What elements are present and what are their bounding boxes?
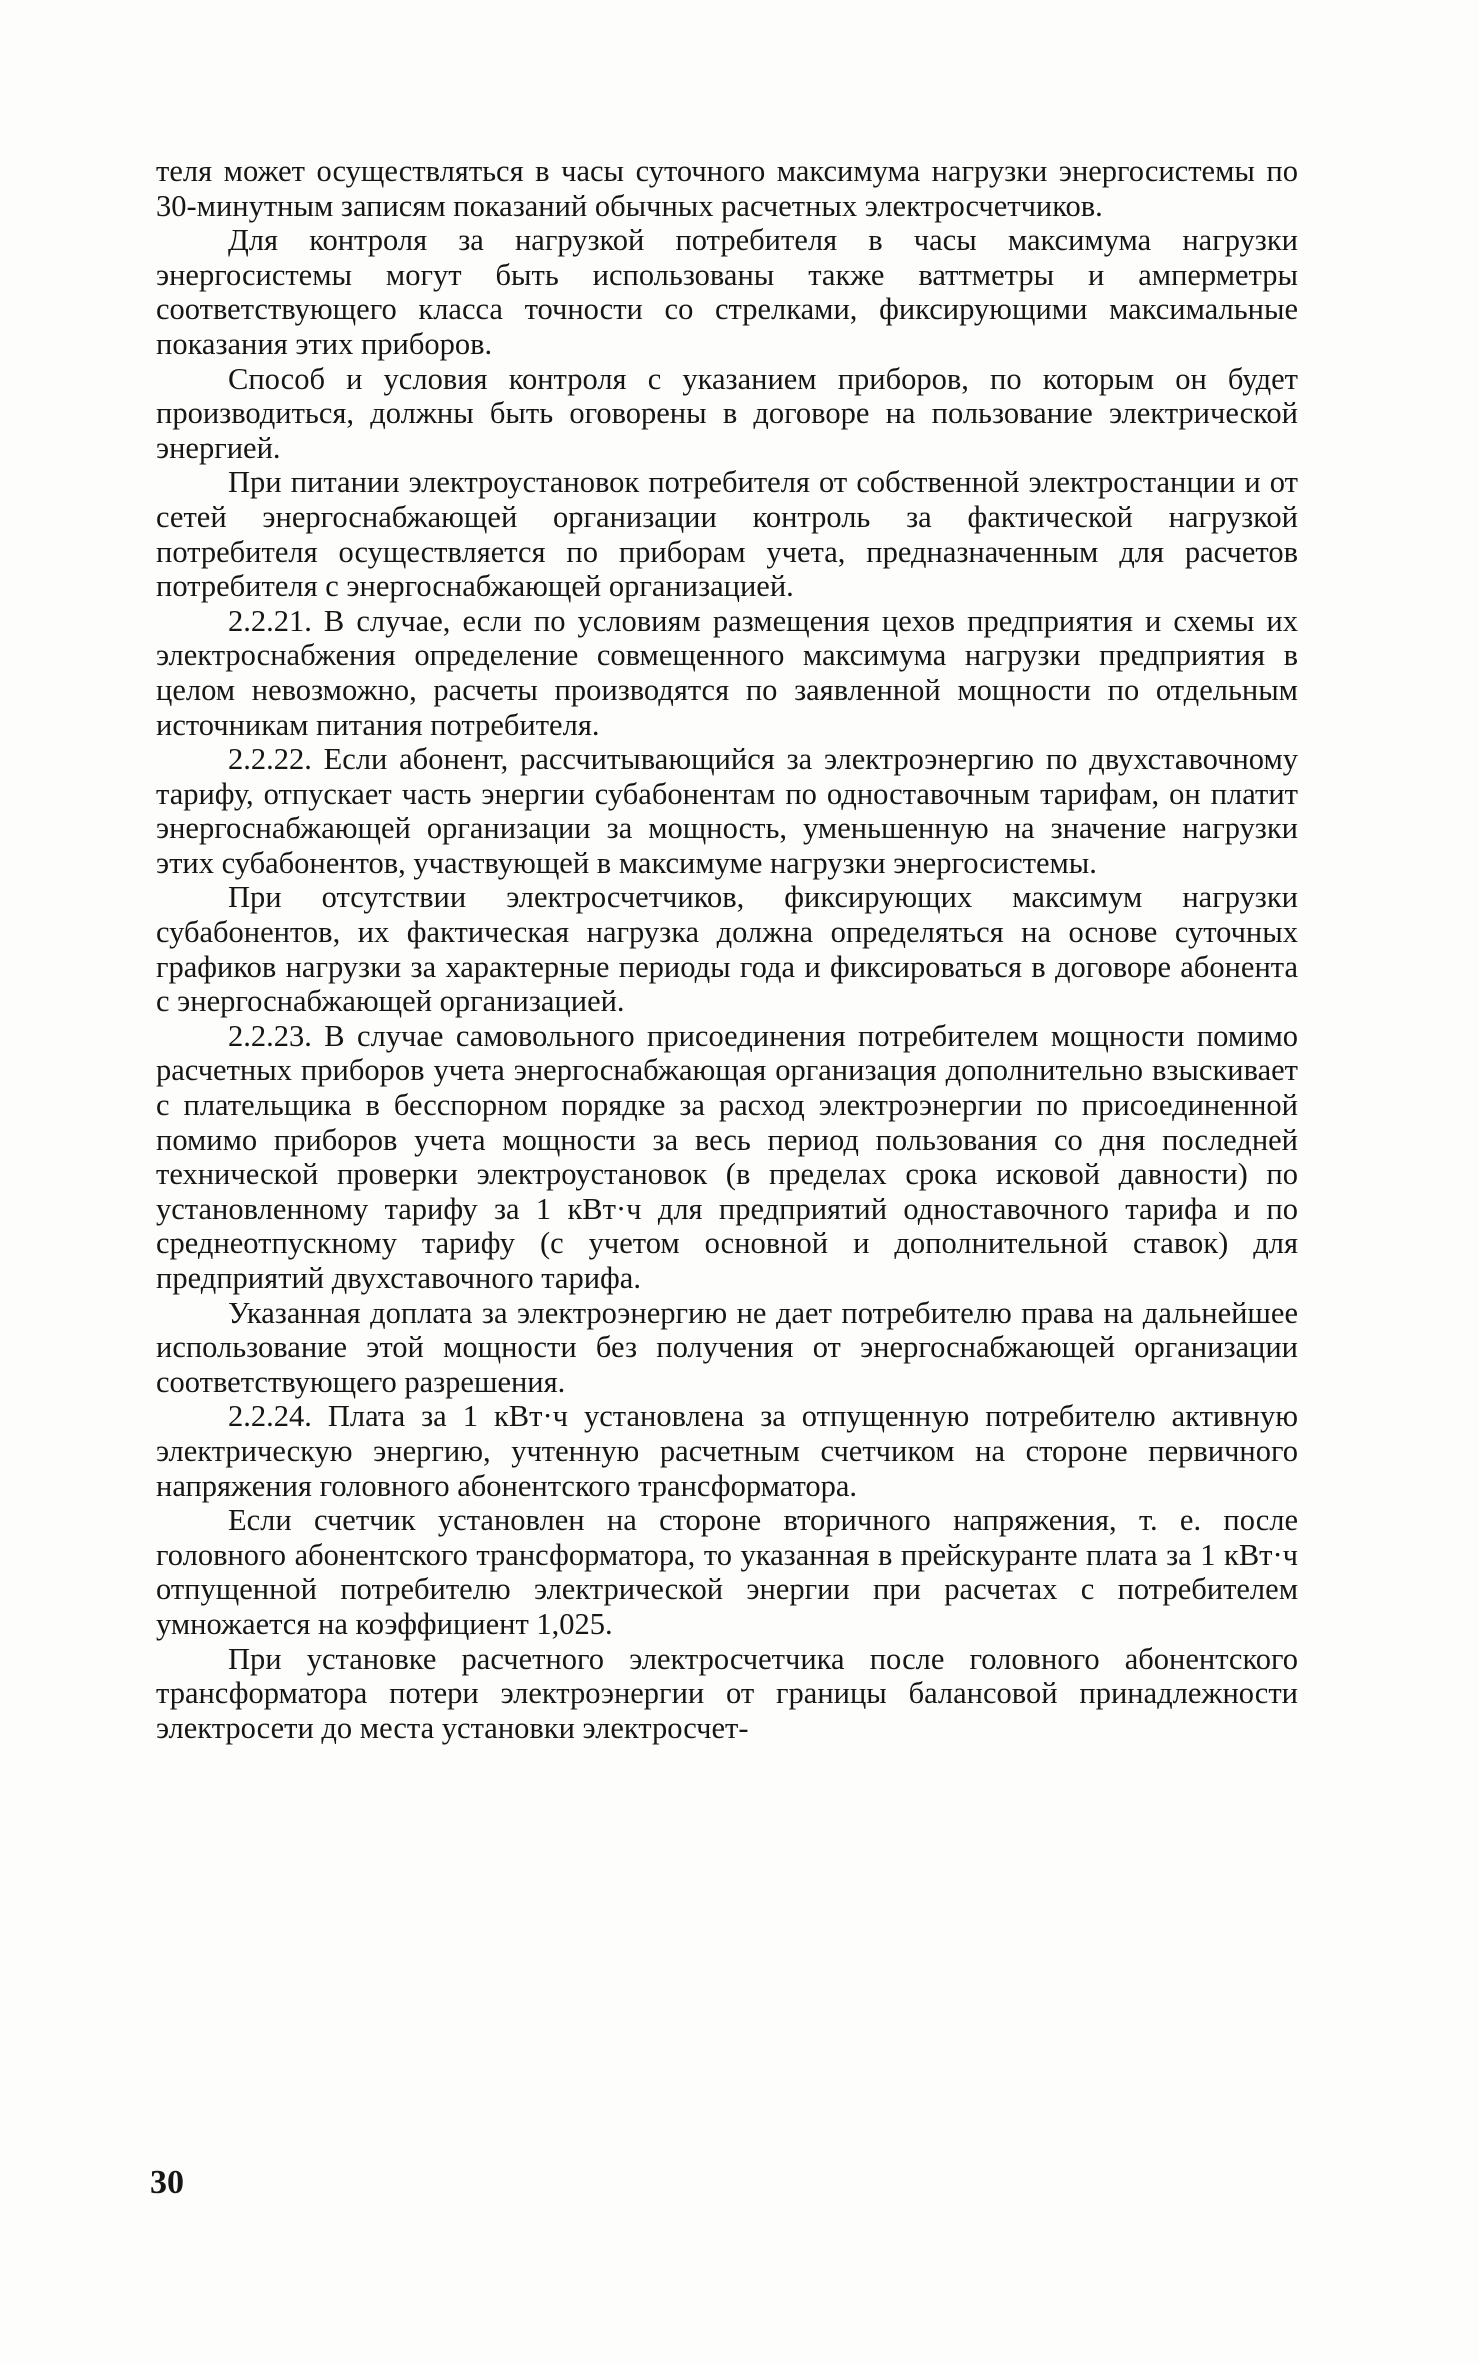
paragraph-own-power-station: При питании электроустановок потребителя от собственной электростанции и от сетей энергоснабжающей организации контроль за фактической нагрузкой потребителя осуществляется по приборам учета, предназначенным для расчетов потребителя с энергоснабжающей организацией.	[156, 465, 1298, 604]
paragraph-2-2-21: 2.2.21. В случае, если по условиям размещения цехов предприятия и схемы их электроснабжения определение совмещенного максимума нагрузки предприятия в целом невозможно, расчеты производятся по заявленной мощности по отдельным источникам питания потребителя.	[156, 603, 1298, 742]
page-number: 30	[150, 2164, 184, 2201]
paragraph-surcharge: Указанная доплата за электроэнергию не дает потребителю права на дальнейшее использование этой мощности без получения от энергоснабжающей организации соответствующего разрешения.	[156, 1295, 1298, 1399]
paragraph-2-2-23: 2.2.23. В случае самовольного присоединения потребителем мощности помимо расчетных приборов учета энергоснабжающая организация дополнительно взыскивает с плательщика в бесспорном порядке за расход электроэнергии по присоединенной помимо приборов учета мощности за весь период пользования со дня последней технической проверки электроустановок (в пределах срока исковой давности) по установленному тарифу за 1 кВт·ч для предприятий одноставочного тарифа и по среднеотпускному тарифу (с учетом основной и дополнительной ставок) для предприятий двухставочного тарифа.	[156, 1018, 1298, 1295]
paragraph-control-method: Способ и условия контроля с указанием приборов, по которым он будет производиться, должны быть оговорены в договоре на пользование электрической энергией.	[156, 361, 1298, 465]
paragraph-2-2-22: 2.2.22. Если абонент, рассчитывающийся за электроэнергию по двухставочному тарифу, отпускает часть энергии субабонентам по одноставочным тарифам, он платит энергоснабжающей организации за мощность, уменьшенную на значение нагрузки этих субабонентов, участвующей в максимуме нагрузки энергосистемы.	[156, 742, 1298, 880]
paragraph-meter-installation: При установке расчетного электросчетчика после головного абонентского трансформатора потери электроэнергии от границы балансовой принадлежности электросети до места установки электросчет-	[156, 1641, 1298, 1745]
paragraph-subscriber-meters: При отсутствии электросчетчиков, фиксирующих максимум нагрузки субабонентов, их фактическая нагрузка должна определяться на основе суточных графиков нагрузки за характерные периоды года и фиксироваться в договоре абонента с энергоснабжающей организацией.	[156, 880, 1298, 1019]
paragraph-load-control-instruments: Для контроля за нагрузкой потребителя в часы максимума нагрузки энергосистемы могут быть использованы также ваттметры и амперметры соответствующего класса точности со стрелками, фиксирующими максимальные показания этих приборов.	[156, 223, 1298, 361]
paragraph-continuation: теля может осуществляться в часы суточного максимума нагрузки энергосистемы по 30-минутным записям показаний обычных расчетных электросчетчиков.	[156, 154, 1298, 223]
paragraph-secondary-voltage: Если счетчик установлен на стороне вторичного напряжения, т. е. после головного абонентского трансформатора, то указанная в прейскуранте плата за 1 кВт·ч отпущенной потребителю электрической энергии при расчетах с потребителем умножается на коэффициент 1,025.	[156, 1503, 1298, 1641]
body-text	[156, 154, 1298, 1745]
paragraph-2-2-24: 2.2.24. Плата за 1 кВт·ч установлена за отпущенную потребителю активную электрическую энергию, учтенную расчетным счетчиком на стороне первичного напряжения головного абонентского трансформатора.	[156, 1399, 1298, 1503]
